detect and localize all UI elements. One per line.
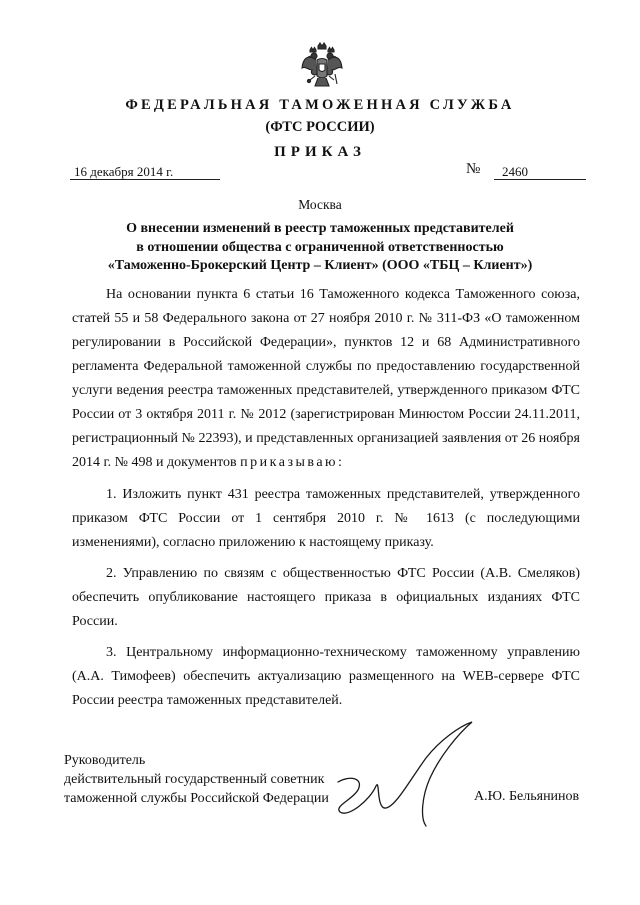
city: Москва	[298, 197, 342, 212]
order-word: приказываю:	[240, 455, 345, 470]
organization-name: ФЕДЕРАЛЬНАЯ ТАМОЖЕННАЯ СЛУЖБА	[125, 97, 515, 113]
order-item: 2. Управлению по связям с общественностью ФТС России (А.В. Смеляков) обеспечить опубликование настоящего приказа в официальных изданиях ФТС России.	[72, 566, 580, 629]
signer-position-line: Руководитель	[64, 753, 146, 768]
order-item: 3. Центральному информационно-техническому таможенному управлению (А.А. Тимофеев) обеспечить актуализацию размещенного на WEB-сервере ФТС России реестра таможенных представителей.	[72, 645, 580, 708]
title-line: О внесении изменений в реестр таможенных представителей	[126, 221, 514, 236]
title-line: «Таможенно-Брокерский Центр – Клиент» (ООО «ТБЦ – Клиент»)	[107, 258, 533, 273]
signer-position-line: действительный государственный советник	[64, 772, 325, 787]
state-emblem-icon	[300, 40, 344, 92]
order-title	[60, 220, 580, 276]
order-number-label: №	[466, 161, 481, 177]
document-type: ПРИКАЗ	[274, 144, 366, 160]
order-date: 16 декабря 2014 г.	[70, 164, 220, 180]
title-line: в отношении общества с ограниченной ответственностью	[136, 239, 504, 255]
signer-position-line: таможенной службы Российской Федерации	[64, 791, 329, 806]
order-number: 2460	[494, 164, 586, 180]
handwritten-signature-icon	[330, 720, 480, 830]
preamble-text: На основании пункта 6 статьи 16 Таможенного кодекса Таможенного союза, статей 55 и 58 Федерального закона от 27 ноября 2010 г. № 311-ФЗ «О таможенном регулировании в Российской Федерации», пунктов 12 и 68 Административного регламента Федеральной таможенной службы по предоставлению государственной услуги ведения реестра таможенных представителей, утвержденного приказом ФТС России от 3 октября 2011 г. № 2012 (зарегистрирован Минюстом России 24.11.2011, регистрационный № 22393), и представленных организацией заявления от 26 ноября 2014 г. № 498 и документов	[72, 287, 580, 470]
organization-short-name: (ФТС РОССИИ)	[265, 119, 375, 135]
order-body	[72, 283, 580, 720]
signer-name: А.Ю. Бельянинов	[474, 789, 580, 804]
order-item: 1. Изложить пункт 431 реестра таможенных представителей, утвержденного приказом ФТС России от 1 сентября 2010 г. № 1613 (с последующими изменениями), согласно приложению к настоящему приказу.	[72, 487, 580, 550]
preamble-paragraph	[72, 283, 580, 475]
signer-position	[64, 751, 329, 808]
